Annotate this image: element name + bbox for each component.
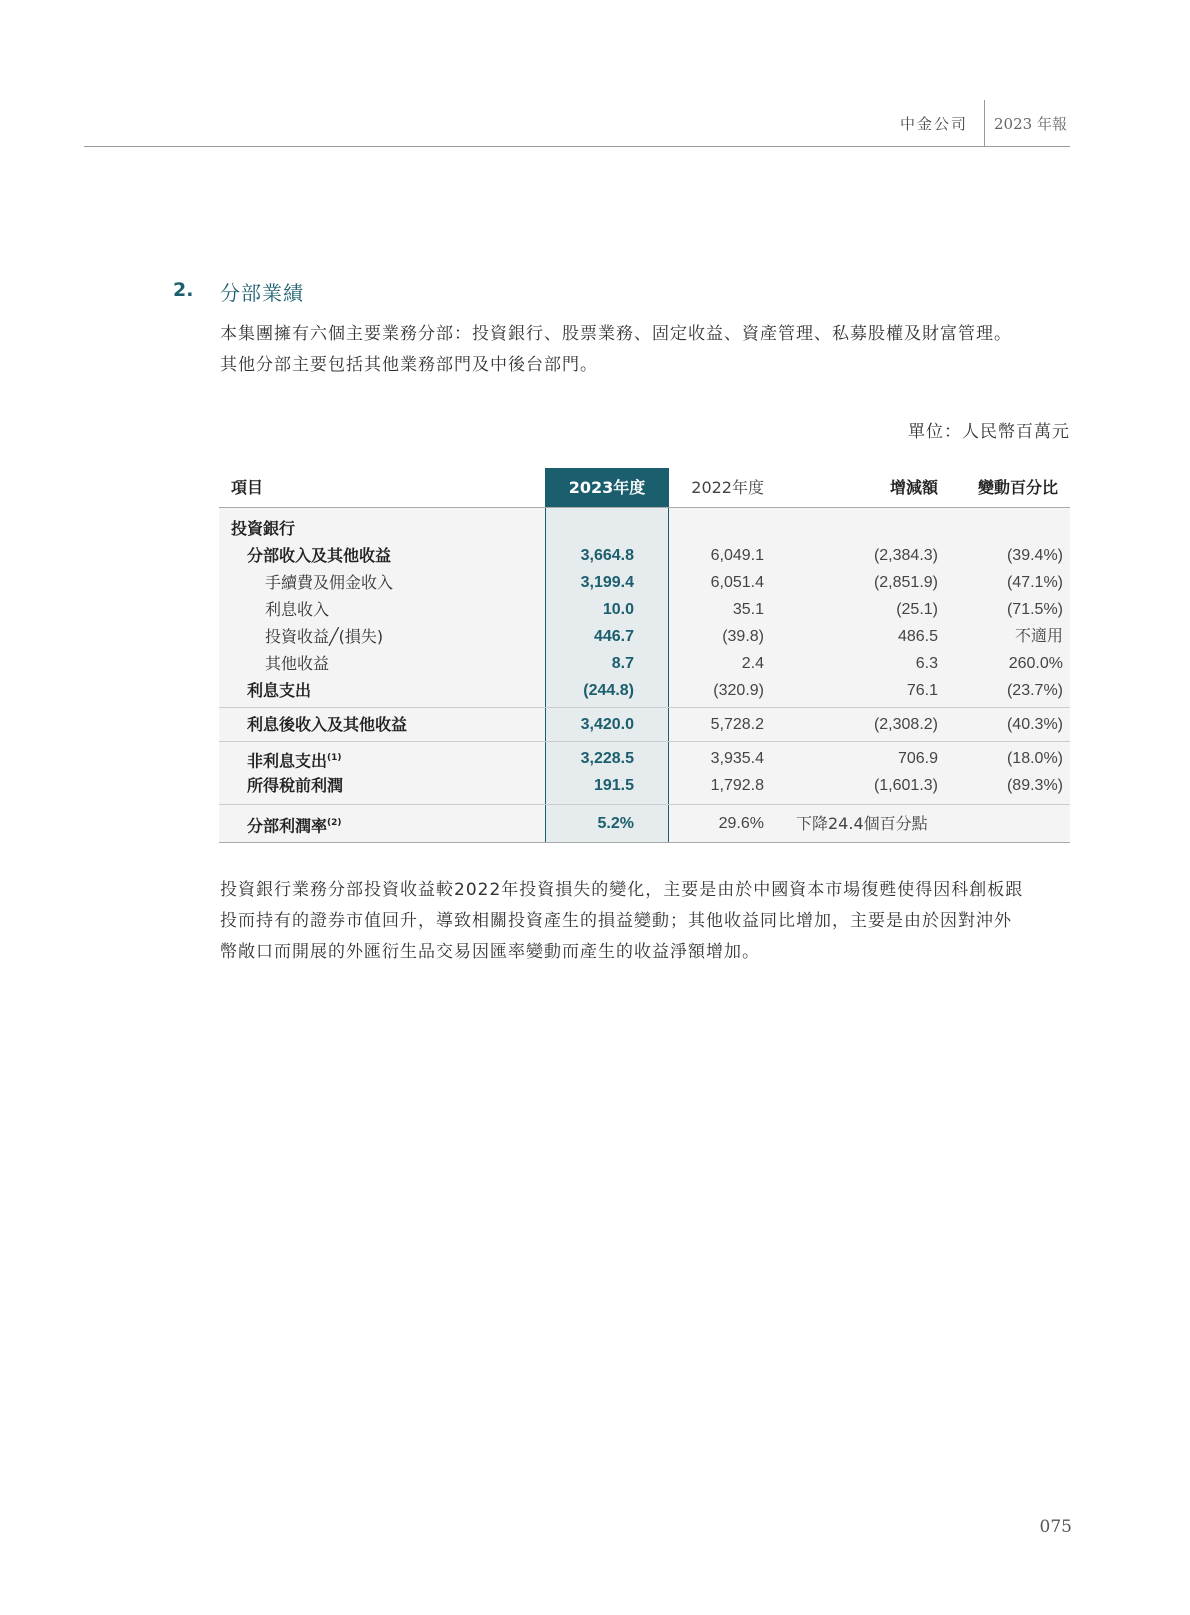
value-change: 486.5 [897,628,938,645]
value-2023: 3,228.5 [580,750,634,767]
value-pct: 不適用 [1014,628,1063,645]
intro-line: 本集團擁有六個主要業務分部：投資銀行、股票業務、固定收益、資產管理、私募股權及財富管理。 [220,324,1012,344]
value-2022: 3,935.4 [710,750,764,767]
value-2022: (39.8) [722,628,764,645]
header-company: 中金公司 [899,115,968,133]
page-number: 075 [1039,1517,1072,1537]
value-2023: 446.7 [593,628,634,645]
value-pct: (40.3%) [1006,716,1063,733]
row-label: 分部收入及其他收益 [247,546,392,565]
analysis-line: 投資銀行業務分部投資收益較2022年投資損失的變化，主要是由於中國資本市場復甦使得因科創板跟 [220,880,1024,900]
value-change: (2,384.3) [873,547,938,564]
table-row [219,569,1070,596]
table-row [219,810,1070,837]
unit-label: 單位：人民幣百萬元 [908,422,1070,442]
row-label: 手續費及佣金收入 [265,573,394,592]
analysis-line: 投而持有的證券市值回升，導致相關投資產生的損益變動；其他收益同比增加，主要是由於因對沖外 [220,911,1012,931]
value-pct: 260.0% [1008,655,1063,672]
row-label-text: 分部利潤率 [247,816,328,836]
row-label: 利息收入 [265,600,330,619]
value-pct: (18.0%) [1006,750,1063,767]
header-year-report: 2023 年報 [994,115,1067,133]
analysis-line: 幣敞口而開展的外匯衍生品交易因匯率變動而產生的收益淨額增加。 [220,942,760,962]
value-change: 76.1 [906,682,938,699]
value-change: (1,601.3) [873,777,938,794]
row-label: 投資銀行 [231,519,296,538]
value-2023: 10.0 [602,601,634,618]
value-change: (2,851.9) [873,574,938,591]
header-change: 增減額 [889,478,938,497]
footnote-marker: (2) [327,818,342,828]
row-label [247,745,342,774]
table-row [219,542,1070,569]
row-divider [219,741,1070,742]
header-rule [84,146,1070,147]
footnote-marker: (1) [327,753,342,763]
value-change: 6.3 [915,655,938,672]
table-row [219,596,1070,623]
row-label: 利息支出 [247,681,312,700]
value-2022: 1,792.8 [710,777,764,794]
value-pct: (89.3%) [1006,777,1063,794]
value-pct: (23.7%) [1006,682,1063,699]
header-rule-line [219,507,1070,508]
value-2022: 35.1 [732,601,764,618]
table-bottom-rule [219,842,1070,843]
header-2023: 2023年度 [568,478,646,497]
value-change: (25.1) [896,601,938,618]
header-2022: 2022年度 [691,478,764,497]
table-row [219,745,1070,772]
value-change: 下降24.4個百分點 [796,814,928,833]
table-row [219,677,1070,704]
table-row [219,650,1070,677]
value-2022: 6,049.1 [710,547,764,564]
value-2023: (244.8) [583,682,634,699]
value-pct: (47.1%) [1006,574,1063,591]
analysis-paragraph [220,875,1072,968]
row-label: 利息後收入及其他收益 [247,715,408,734]
value-2022: (320.9) [713,682,764,699]
row-label [247,810,342,839]
row-label: 其他收益 [265,654,330,673]
table-row [219,711,1070,738]
row-label-text: 非利息支出 [247,751,328,771]
value-pct: (71.5%) [1006,601,1063,618]
intro-line: 其他分部主要包括其他業務部門及中後台部門。 [220,355,598,375]
table-row [219,772,1070,799]
value-2023: 3,199.4 [580,574,634,591]
value-2022: 6,051.4 [710,574,764,591]
header-item: 項目 [231,478,264,497]
header-pct: 變動百分比 [977,478,1058,497]
row-label: 投資收益╱(損失) [265,627,384,646]
header-divider [984,100,985,146]
section-number: 2. [173,279,194,301]
value-2023: 3,664.8 [580,547,634,564]
row-divider [219,707,1070,708]
section-title: 分部業績 [220,281,304,305]
value-2022: 5,728.2 [710,716,764,733]
value-2023: 5.2% [597,815,634,832]
intro-paragraph [220,319,1072,381]
value-pct: (39.4%) [1006,547,1063,564]
table-row [219,515,1070,542]
row-divider [219,804,1070,805]
row-label: 所得稅前利潤 [247,776,344,795]
table-row [219,623,1070,650]
value-2023: 191.5 [593,777,634,794]
value-2023: 3,420.0 [580,716,634,733]
table-header-row [219,468,1070,507]
value-change: 706.9 [897,750,938,767]
value-2023: 8.7 [611,655,634,672]
value-change: (2,308.2) [873,716,938,733]
value-2022: 29.6% [718,815,764,832]
value-2022: 2.4 [741,655,764,672]
